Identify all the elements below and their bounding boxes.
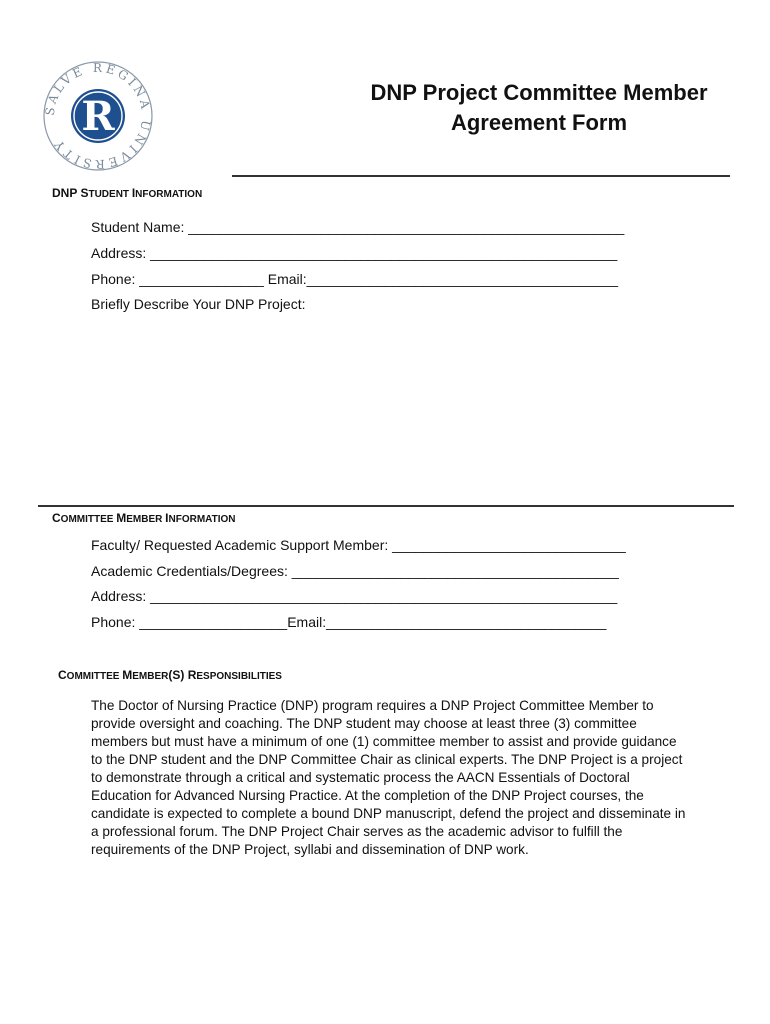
university-seal-icon <box>42 60 154 172</box>
project-description-area[interactable] <box>91 318 691 488</box>
svg-text:SALVE REGINA UNIVERSITY: SALVE REGINA UNIVERSITY <box>42 60 154 172</box>
student-name-field[interactable]: Student Name: ________________________________________________________ <box>91 219 625 235</box>
project-description-label: Briefly Describe Your DNP Project: <box>91 296 306 312</box>
faculty-member-field[interactable]: Faculty/ Requested Academic Support Member: ______________________________ <box>91 537 626 553</box>
student-phone-email-field[interactable]: Phone: ________________ Email:________________________________________ <box>91 271 619 287</box>
form-title <box>330 78 748 138</box>
svg-text:R: R <box>81 93 115 140</box>
responsibilities-heading: COMMITTEE MEMBER(S) RESPONSIBILITIES <box>58 668 282 682</box>
form-title-line2: Agreement Form <box>450 110 628 135</box>
student-address-field[interactable]: Address: ____________________________________________________________ <box>91 245 618 261</box>
form-title-line1: DNP Project Committee Member <box>370 80 708 105</box>
member-phone-email-field[interactable]: Phone: ___________________Email:____________________________________ <box>91 614 607 630</box>
committee-info-heading: COMMITTEE MEMBER INFORMATION <box>52 511 236 525</box>
credentials-field[interactable]: Academic Credentials/Degrees: __________________________________________ <box>91 563 619 579</box>
responsibilities-paragraph: The Doctor of Nursing Practice (DNP) program requires a DNP Project Committee Member to provide oversight and coaching. The DNP student may choose at least three (3) committee members but must have a minimum of one (1) committee member to assist and provide guidance to the DNP student and the DNP Committee Chair as clinical experts. The DNP Project is a project to demonstrate through a critical and systematic process the AACN Essentials of Doctoral Education for Advanced Nursing Practice. At the completion of the DNP Project courses, the candidate is expected to complete a bound DNP manuscript, defend the project and disseminate in a professional forum. The DNP Project Chair serves as the academic advisor to fulfill the requirements of the DNP Project, syllabi and dissemination of DNP work. <box>91 698 686 857</box>
member-address-field[interactable]: Address: ____________________________________________________________ <box>91 588 618 604</box>
university-logo <box>42 60 154 172</box>
divider-middle <box>38 505 734 507</box>
divider-top <box>232 175 730 177</box>
student-info-heading: DNP STUDENT INFORMATION <box>52 186 203 200</box>
